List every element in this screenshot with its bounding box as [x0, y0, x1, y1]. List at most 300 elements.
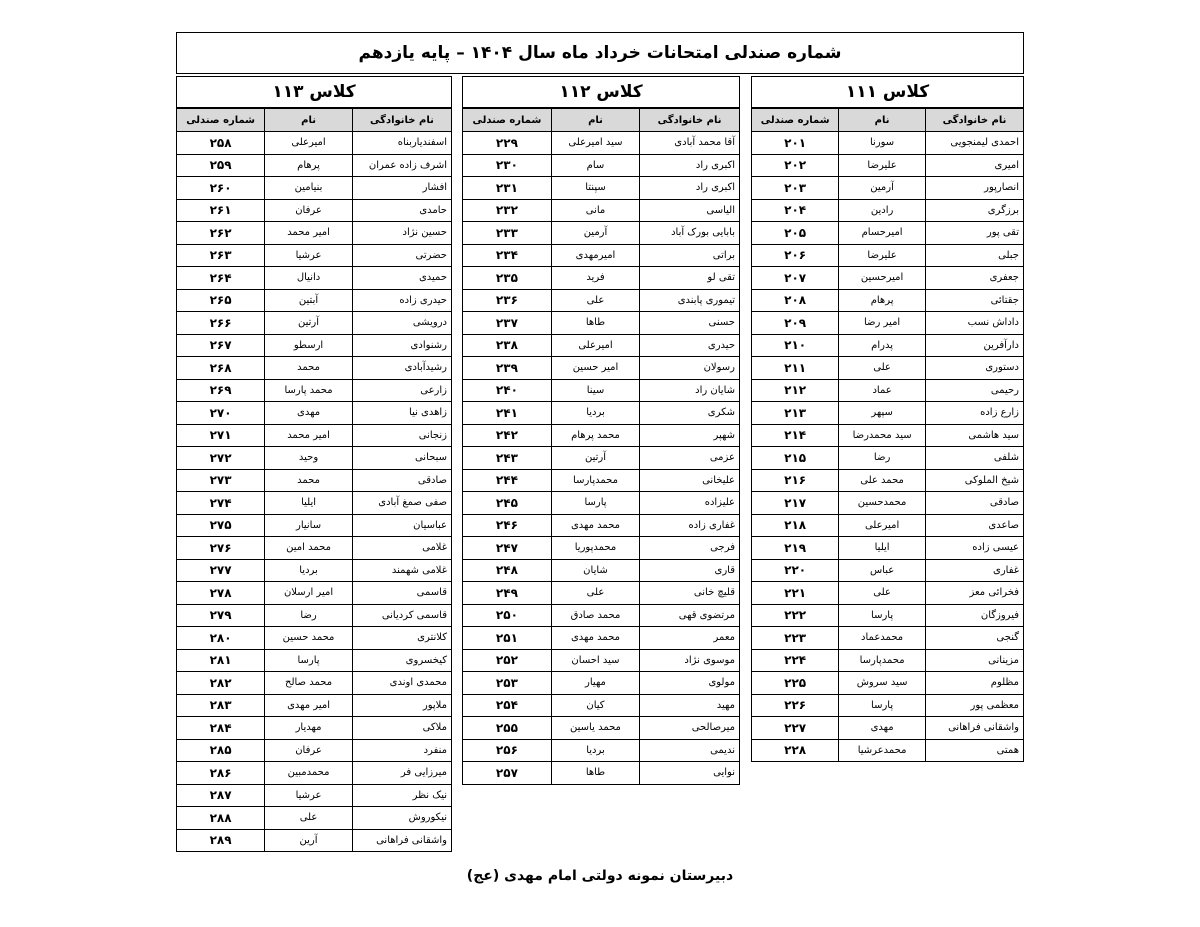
- first-name-cell: پارسا: [551, 492, 639, 515]
- name-column-header: نام: [551, 109, 639, 132]
- table-row: [177, 132, 451, 155]
- seat-number-cell: ۲۵۶: [463, 739, 551, 762]
- first-name-cell: محمد مهدی: [551, 514, 639, 537]
- table-row: [177, 357, 451, 380]
- family-name-cell: ندیمی: [640, 739, 739, 762]
- first-name-cell: سید احسان: [551, 649, 639, 672]
- family-name-cell: تقی پور: [925, 222, 1023, 245]
- table-row: [177, 447, 451, 470]
- first-name-cell: علی: [265, 807, 353, 830]
- first-name-cell: محمد یاسین: [551, 717, 639, 740]
- table-row: [177, 784, 451, 807]
- family-column-header: نام خانوادگی: [640, 109, 739, 132]
- first-name-cell: محمدپارسا: [551, 469, 639, 492]
- first-name-cell: مهدی: [265, 402, 353, 425]
- family-name-cell: علیخانی: [640, 469, 739, 492]
- seat-number-cell: ۲۱۲: [752, 379, 839, 402]
- seat-number-cell: ۲۵۱: [463, 627, 551, 650]
- seat-number-cell: ۲۵۰: [463, 604, 551, 627]
- table-row: [177, 829, 451, 851]
- first-name-cell: محمد پرهام: [551, 424, 639, 447]
- class-title: کلاس ۱۱۲: [463, 77, 739, 108]
- first-name-cell: فرید: [551, 267, 639, 290]
- seat-column-header: شماره صندلی: [463, 109, 551, 132]
- seat-number-cell: ۲۰۱: [752, 132, 839, 155]
- first-name-cell: طاها: [551, 762, 639, 784]
- first-name-cell: عرفان: [265, 739, 353, 762]
- first-name-cell: پارسا: [839, 604, 926, 627]
- first-name-cell: محمد: [265, 469, 353, 492]
- first-name-cell: محمد: [265, 357, 353, 380]
- family-name-cell: عیسی زاده: [925, 537, 1023, 560]
- table-row: [177, 604, 451, 627]
- seat-number-cell: ۲۸۵: [177, 739, 265, 762]
- table-row: [752, 582, 1023, 605]
- family-name-cell: نیکوروش: [352, 807, 451, 830]
- table-row: [752, 222, 1023, 245]
- first-name-cell: بردیا: [551, 402, 639, 425]
- first-name-cell: بنیامین: [265, 177, 353, 200]
- family-name-cell: قاسمی: [352, 582, 451, 605]
- seat-number-cell: ۲۸۴: [177, 717, 265, 740]
- family-name-cell: صادقی: [925, 492, 1023, 515]
- table-row: [177, 627, 451, 650]
- table-row: [177, 807, 451, 830]
- family-name-cell: غلامی: [352, 537, 451, 560]
- family-name-cell: سید هاشمی: [925, 424, 1023, 447]
- seat-number-cell: ۲۵۸: [177, 132, 265, 155]
- table-row: [463, 199, 739, 222]
- first-name-cell: وحید: [265, 447, 353, 470]
- table-row: [463, 379, 739, 402]
- table-row: [177, 717, 451, 740]
- family-name-cell: تقی لو: [640, 267, 739, 290]
- seat-number-cell: ۲۷۸: [177, 582, 265, 605]
- family-name-cell: فرجی: [640, 537, 739, 560]
- table-row: [463, 469, 739, 492]
- seat-number-cell: ۲۴۷: [463, 537, 551, 560]
- first-name-cell: محمد حسین: [265, 627, 353, 650]
- family-name-cell: غفاری: [925, 559, 1023, 582]
- first-name-cell: امیرعلی: [265, 132, 353, 155]
- first-name-cell: امیر حسین: [551, 357, 639, 380]
- first-name-cell: محمدحسین: [839, 492, 926, 515]
- seat-column-header: شماره صندلی: [177, 109, 265, 132]
- seat-number-cell: ۲۰۸: [752, 289, 839, 312]
- seat-number-cell: ۲۴۵: [463, 492, 551, 515]
- first-name-cell: علی: [839, 357, 926, 380]
- family-name-cell: رسولان: [640, 357, 739, 380]
- first-name-cell: محمدعماد: [839, 627, 926, 650]
- table-row: [752, 357, 1023, 380]
- first-name-cell: امیر رضا: [839, 312, 926, 335]
- family-name-cell: اسفندیاربناه: [352, 132, 451, 155]
- table-row: [752, 132, 1023, 155]
- family-name-cell: ملاکی: [352, 717, 451, 740]
- first-name-cell: علی: [839, 582, 926, 605]
- table-row: [463, 357, 739, 380]
- seat-number-cell: ۲۱۶: [752, 469, 839, 492]
- seat-number-cell: ۲۰۷: [752, 267, 839, 290]
- seat-number-cell: ۲۷۰: [177, 402, 265, 425]
- family-name-cell: فخرائی معز: [925, 582, 1023, 605]
- family-name-cell: کلانتری: [352, 627, 451, 650]
- first-name-cell: سید امیرعلی: [551, 132, 639, 155]
- first-name-cell: امیر مهدی: [265, 694, 353, 717]
- seat-number-cell: ۲۷۹: [177, 604, 265, 627]
- seat-number-cell: ۲۲۸: [752, 739, 839, 761]
- family-name-cell: عزمی: [640, 447, 739, 470]
- first-name-cell: محمد پارسا: [265, 379, 353, 402]
- family-name-cell: حامدی: [352, 199, 451, 222]
- family-name-cell: برزگری: [925, 199, 1023, 222]
- family-name-cell: کیخسروی: [352, 649, 451, 672]
- table-row: [463, 649, 739, 672]
- family-name-cell: براتی: [640, 244, 739, 267]
- table-row: [463, 177, 739, 200]
- family-name-cell: شهپر: [640, 424, 739, 447]
- table-row: [752, 267, 1023, 290]
- table-row: [463, 559, 739, 582]
- table-row: [177, 739, 451, 762]
- first-name-cell: امیر ارسلان: [265, 582, 353, 605]
- seat-number-cell: ۲۴۲: [463, 424, 551, 447]
- first-name-cell: علی: [551, 582, 639, 605]
- family-name-cell: قاسمی کردیانی: [352, 604, 451, 627]
- family-column-header: نام خانوادگی: [352, 109, 451, 132]
- table-row: [463, 267, 739, 290]
- family-name-cell: فیروزگان: [925, 604, 1023, 627]
- seat-number-cell: ۲۸۸: [177, 807, 265, 830]
- seat-number-cell: ۲۲۴: [752, 649, 839, 672]
- first-name-cell: امیر محمد: [265, 424, 353, 447]
- table-row: [177, 154, 451, 177]
- seat-number-cell: ۲۱۴: [752, 424, 839, 447]
- seat-number-cell: ۲۰۲: [752, 154, 839, 177]
- first-name-cell: ایلیا: [839, 537, 926, 560]
- seat-number-cell: ۲۴۹: [463, 582, 551, 605]
- first-name-cell: محمدپارسا: [839, 649, 926, 672]
- first-name-cell: امیرحسام: [839, 222, 926, 245]
- first-name-cell: عرشیا: [265, 784, 353, 807]
- page-title: شماره صندلی امتحانات خرداد ماه سال ۱۴۰۴ – پایه یازدهم: [176, 32, 1024, 74]
- table-row: [177, 267, 451, 290]
- class-113-block: [176, 76, 452, 852]
- family-name-cell: گنجی: [925, 627, 1023, 650]
- seat-number-cell: ۲۷۷: [177, 559, 265, 582]
- seat-number-cell: ۲۶۸: [177, 357, 265, 380]
- seat-number-cell: ۲۳۴: [463, 244, 551, 267]
- first-name-cell: علی: [551, 289, 639, 312]
- seat-column-header: شماره صندلی: [752, 109, 839, 132]
- family-name-cell: معظمی پور: [925, 694, 1023, 717]
- first-name-cell: سپهر: [839, 402, 926, 425]
- table-row: [463, 604, 739, 627]
- seat-number-cell: ۲۳۱: [463, 177, 551, 200]
- first-name-cell: امیرمهدی: [551, 244, 639, 267]
- family-name-cell: جعفری: [925, 267, 1023, 290]
- family-name-cell: حمیدی: [352, 267, 451, 290]
- family-name-cell: نیک نظر: [352, 784, 451, 807]
- seat-number-cell: ۲۱۹: [752, 537, 839, 560]
- first-name-cell: کیان: [551, 694, 639, 717]
- table-row: [177, 334, 451, 357]
- first-name-cell: رضا: [839, 447, 926, 470]
- table-row: [177, 244, 451, 267]
- family-name-cell: حسنی: [640, 312, 739, 335]
- seat-number-cell: ۲۲۱: [752, 582, 839, 605]
- name-column-header: نام: [839, 109, 926, 132]
- table-row: [177, 537, 451, 560]
- family-name-cell: مزینانی: [925, 649, 1023, 672]
- family-name-cell: منفرد: [352, 739, 451, 762]
- seat-number-cell: ۲۲۰: [752, 559, 839, 582]
- seat-number-cell: ۲۶۶: [177, 312, 265, 335]
- family-name-cell: معمر: [640, 627, 739, 650]
- first-name-cell: سینا: [551, 379, 639, 402]
- table-row: [463, 717, 739, 740]
- seat-number-cell: ۲۳۷: [463, 312, 551, 335]
- table-row: [752, 604, 1023, 627]
- first-name-cell: پرهام: [839, 289, 926, 312]
- family-name-cell: رحیمی: [925, 379, 1023, 402]
- seat-number-cell: ۲۶۷: [177, 334, 265, 357]
- table-row: [752, 717, 1023, 740]
- family-name-cell: صادقی: [352, 469, 451, 492]
- first-name-cell: دانیال: [265, 267, 353, 290]
- family-name-cell: عباسیان: [352, 514, 451, 537]
- table-row: [177, 649, 451, 672]
- first-name-cell: امیرعلی: [551, 334, 639, 357]
- seat-number-cell: ۲۸۱: [177, 649, 265, 672]
- class-111-block: [751, 76, 1024, 762]
- table-row: [752, 469, 1023, 492]
- family-column-header: نام خانوادگی: [925, 109, 1023, 132]
- table-row: [752, 492, 1023, 515]
- family-name-cell: حضرتی: [352, 244, 451, 267]
- first-name-cell: ایلیا: [265, 492, 353, 515]
- family-name-cell: شلفی: [925, 447, 1023, 470]
- seat-table: [177, 108, 451, 851]
- seat-number-cell: ۲۶۵: [177, 289, 265, 312]
- table-row: [463, 424, 739, 447]
- table-row: [752, 334, 1023, 357]
- table-row: [752, 537, 1023, 560]
- table-row: [752, 402, 1023, 425]
- name-column-header: نام: [265, 109, 353, 132]
- first-name-cell: مهدی: [839, 717, 926, 740]
- family-name-cell: غفاری زاده: [640, 514, 739, 537]
- table-row: [463, 582, 739, 605]
- seat-table: [463, 108, 739, 784]
- seat-number-cell: ۲۶۲: [177, 222, 265, 245]
- table-row: [177, 177, 451, 200]
- seat-number-cell: ۲۴۶: [463, 514, 551, 537]
- table-row: [177, 379, 451, 402]
- class-title: کلاس ۱۱۱: [752, 77, 1023, 108]
- family-name-cell: اکبری راد: [640, 177, 739, 200]
- table-row: [463, 672, 739, 695]
- family-name-cell: صاعدی: [925, 514, 1023, 537]
- family-name-cell: صفی صمغ آبادی: [352, 492, 451, 515]
- family-name-cell: الیاسی: [640, 199, 739, 222]
- first-name-cell: محمدمبین: [265, 762, 353, 785]
- family-name-cell: مظلوم: [925, 672, 1023, 695]
- seat-number-cell: ۲۳۳: [463, 222, 551, 245]
- table-row: [463, 312, 739, 335]
- first-name-cell: پارسا: [265, 649, 353, 672]
- seat-number-cell: ۲۱۸: [752, 514, 839, 537]
- table-row: [463, 402, 739, 425]
- first-name-cell: محمدپوریا: [551, 537, 639, 560]
- first-name-cell: ارسطو: [265, 334, 353, 357]
- table-row: [177, 672, 451, 695]
- table-row: [177, 402, 451, 425]
- first-name-cell: امیرعلی: [839, 514, 926, 537]
- seat-number-cell: ۲۸۹: [177, 829, 265, 851]
- school-name-footer: دبیرستان نمونه دولتی امام مهدی (عج): [466, 868, 734, 884]
- first-name-cell: محمد صادق: [551, 604, 639, 627]
- table-row: [177, 582, 451, 605]
- seat-number-cell: ۲۱۰: [752, 334, 839, 357]
- seat-number-cell: ۲۲۷: [752, 717, 839, 740]
- table-row: [177, 424, 451, 447]
- seat-number-cell: ۲۲۹: [463, 132, 551, 155]
- seat-number-cell: ۲۸۶: [177, 762, 265, 785]
- family-name-cell: درویشی: [352, 312, 451, 335]
- table-row: [752, 559, 1023, 582]
- seat-number-cell: ۲۷۴: [177, 492, 265, 515]
- family-name-cell: همتی: [925, 739, 1023, 761]
- first-name-cell: مانی: [551, 199, 639, 222]
- family-name-cell: مهید: [640, 694, 739, 717]
- seat-number-cell: ۲۰۳: [752, 177, 839, 200]
- table-row: [752, 649, 1023, 672]
- first-name-cell: سپنتا: [551, 177, 639, 200]
- first-name-cell: امیر محمد: [265, 222, 353, 245]
- table-row: [752, 627, 1023, 650]
- seat-number-cell: ۲۲۵: [752, 672, 839, 695]
- first-name-cell: مهیار: [551, 672, 639, 695]
- family-name-cell: شیخ الملوکی: [925, 469, 1023, 492]
- seat-number-cell: ۲۸۷: [177, 784, 265, 807]
- family-name-cell: رشیدآبادی: [352, 357, 451, 380]
- first-name-cell: علیرضا: [839, 244, 926, 267]
- family-name-cell: آقا محمد آبادی: [640, 132, 739, 155]
- seat-number-cell: ۲۳۶: [463, 289, 551, 312]
- table-row: [177, 694, 451, 717]
- family-name-cell: زنجانی: [352, 424, 451, 447]
- seat-number-cell: ۲۵۲: [463, 649, 551, 672]
- family-name-cell: دستوری: [925, 357, 1023, 380]
- family-name-cell: زارع زاده: [925, 402, 1023, 425]
- seat-number-cell: ۲۴۴: [463, 469, 551, 492]
- family-name-cell: قاری: [640, 559, 739, 582]
- family-name-cell: احمدی لیمنجویی: [925, 132, 1023, 155]
- first-name-cell: محمد مهدی: [551, 627, 639, 650]
- table-row: [463, 334, 739, 357]
- seat-number-cell: ۲۰۵: [752, 222, 839, 245]
- seat-number-cell: ۲۶۹: [177, 379, 265, 402]
- first-name-cell: عماد: [839, 379, 926, 402]
- first-name-cell: محمدعرشیا: [839, 739, 926, 761]
- seat-number-cell: ۲۴۰: [463, 379, 551, 402]
- seat-number-cell: ۲۷۵: [177, 514, 265, 537]
- seat-number-cell: ۲۵۵: [463, 717, 551, 740]
- seat-number-cell: ۲۴۸: [463, 559, 551, 582]
- first-name-cell: پرهام: [265, 154, 353, 177]
- family-name-cell: جبلی: [925, 244, 1023, 267]
- family-name-cell: بابایی بورک آباد: [640, 222, 739, 245]
- seat-number-cell: ۲۶۰: [177, 177, 265, 200]
- table-row: [463, 244, 739, 267]
- class-112-block: [462, 76, 740, 785]
- seat-number-cell: ۲۱۳: [752, 402, 839, 425]
- seat-number-cell: ۲۵۹: [177, 154, 265, 177]
- family-name-cell: میرزایی فر: [352, 762, 451, 785]
- seat-number-cell: ۲۸۳: [177, 694, 265, 717]
- first-name-cell: عرشیا: [265, 244, 353, 267]
- family-name-cell: موسوی نژاد: [640, 649, 739, 672]
- family-name-cell: اکبری راد: [640, 154, 739, 177]
- table-row: [752, 739, 1023, 761]
- table-row: [463, 627, 739, 650]
- table-row: [177, 559, 451, 582]
- seat-number-cell: ۲۶۱: [177, 199, 265, 222]
- family-name-cell: واشقانی فراهانی: [925, 717, 1023, 740]
- seat-number-cell: ۲۳۸: [463, 334, 551, 357]
- seat-number-cell: ۲۷۲: [177, 447, 265, 470]
- first-name-cell: سید محمدرضا: [839, 424, 926, 447]
- first-name-cell: سورنا: [839, 132, 926, 155]
- first-name-cell: بردیا: [551, 739, 639, 762]
- table-row: [752, 199, 1023, 222]
- family-name-cell: جقتائی: [925, 289, 1023, 312]
- family-name-cell: انصارپور: [925, 177, 1023, 200]
- table-row: [463, 447, 739, 470]
- class-title: کلاس ۱۱۳: [177, 77, 451, 108]
- seat-number-cell: ۲۵۴: [463, 694, 551, 717]
- seat-number-cell: ۲۸۰: [177, 627, 265, 650]
- seat-number-cell: ۲۶۴: [177, 267, 265, 290]
- family-name-cell: مولوی: [640, 672, 739, 695]
- table-row: [752, 177, 1023, 200]
- family-name-cell: زارعی: [352, 379, 451, 402]
- table-row: [463, 132, 739, 155]
- family-name-cell: مرتضوی قهی: [640, 604, 739, 627]
- seat-number-cell: ۲۸۲: [177, 672, 265, 695]
- family-name-cell: واشقانی فراهانی: [352, 829, 451, 851]
- family-name-cell: قلیچ خانی: [640, 582, 739, 605]
- table-row: [177, 312, 451, 335]
- family-name-cell: دارآفرین: [925, 334, 1023, 357]
- seat-number-cell: ۲۱۱: [752, 357, 839, 380]
- first-name-cell: آرتین: [551, 447, 639, 470]
- first-name-cell: سانیار: [265, 514, 353, 537]
- family-name-cell: شایان راد: [640, 379, 739, 402]
- family-name-cell: میرصالحی: [640, 717, 739, 740]
- first-name-cell: پدرام: [839, 334, 926, 357]
- seat-number-cell: ۲۰۹: [752, 312, 839, 335]
- first-name-cell: آبتین: [265, 289, 353, 312]
- first-name-cell: محمد علی: [839, 469, 926, 492]
- seat-number-cell: ۲۶۳: [177, 244, 265, 267]
- seat-number-cell: ۲۲۳: [752, 627, 839, 650]
- seat-number-cell: ۲۰۴: [752, 199, 839, 222]
- table-row: [463, 537, 739, 560]
- first-name-cell: آرین: [265, 829, 353, 851]
- table-row: [752, 672, 1023, 695]
